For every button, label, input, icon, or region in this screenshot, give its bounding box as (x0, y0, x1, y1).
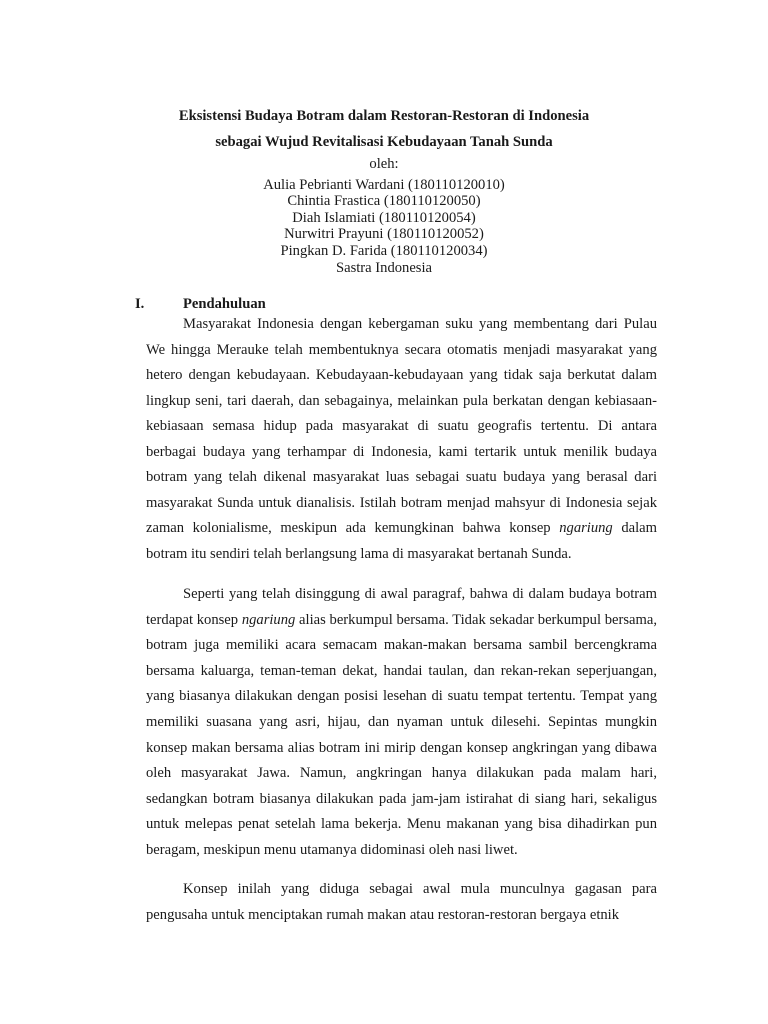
title-line-2: sebagai Wujud Revitalisasi Kebudayaan Tanah Sunda (215, 134, 553, 150)
author-5: Pingkan D. Farida (180110120034) (280, 242, 488, 259)
author-1: Aulia Pebrianti Wardani (180110120010) (263, 176, 505, 193)
title-line-1: Eksistensi Budaya Botram dalam Restoran-Restoran di Indonesia (178, 108, 590, 124)
author-3: Diah Islamiati (180110120054) (292, 209, 476, 226)
paragraph-3 (146, 877, 657, 928)
paragraph-1 (146, 312, 657, 567)
paragraph-1-text-a: Masyarakat Indonesia dengan kebergaman suku yang membentang dari Pulau We hingga Merauke telah membentuknya secara otomatis menjadi masyarakat yang hetero dengan kebudayaan. Kebudayaan-kebudayaan yang tidak saja berkutat dalam lingkup seni, tari daerah, dan sebagainya, melainkan pula berkatan dengan kebiasaan-kebiasaan semasa hidup pada masyarakat di suatu geografis tertentu. Di antara berbagai budaya yang terhampar di Indonesia, kami tertarik untuk menilik budaya botram yang telah dikenal masyarakat luas sebagai suatu budaya yang berasal dari masyarakat Sunda untuk dianalisis. Istilah botram menjad mahsyur di Indonesia sejak zaman kolonialisme, meskipun ada kemungkinan bahwa konsep (146, 316, 657, 537)
section-heading (135, 296, 266, 313)
section-number: I. (135, 296, 145, 312)
title-block (0, 103, 768, 276)
paragraph-2-italic-term: ngariung (241, 611, 296, 628)
paragraph-2-text-b: alias berkumpul bersama. Tidak sekadar berkumpul bersama, botram juga memiliki acara semacam makan-makan bersama sambil bercengkrama bersama kaluarga, teman-teman dekat, handai taulan, dan rekan-rekan seperjuangan, yang biasanya dilakukan dengan posisi lesehan di suatu tempat tertentu. Tempat yang memiliki suasana yang asri, hijau, dan nyaman untuk dilesehi. Sepintas mungkin konsep makan bersama alias botram ini mirip dengan konsep angkringan yang dibawa oleh masyarakat Jawa. Namun, angkringan hanya dilakukan pada malam hari, sedangkan botram biasanya dilakukan pada jam-jam istirahat di siang hari, sekaligus untuk melepas penat setelah lama bekerja. Menu makanan yang bisa dihadirkan pun beragam, meskipun menu utamanya didominasi oleh nasi liwet. (146, 611, 658, 858)
paragraph-1-italic-term: ngariung (559, 520, 613, 537)
paragraph-3-text: Konsep inilah yang diduga sebagai awal mula munculnya gagasan para pengusaha untuk menciptakan rumah makan atau restoran-restoran bergaya etnik (146, 881, 657, 923)
author-4: Nurwitri Prayuni (180110120052) (284, 226, 484, 243)
paragraph-2 (146, 582, 657, 864)
byline: oleh: (369, 156, 399, 172)
paragraph-1-text-b: dalam botram itu sendiri telah berlangsung lama di masyarakat bertanah Sunda. (146, 520, 657, 562)
section-title: Pendahuluan (183, 296, 266, 312)
paragraph-2-text-a: Seperti yang telah disinggung di awal paragraf, bahwa di dalam budaya botram terdapat konsep (146, 586, 657, 628)
author-2: Chintia Frastica (180110120050) (287, 193, 481, 210)
department: Sastra Indonesia (335, 259, 433, 276)
